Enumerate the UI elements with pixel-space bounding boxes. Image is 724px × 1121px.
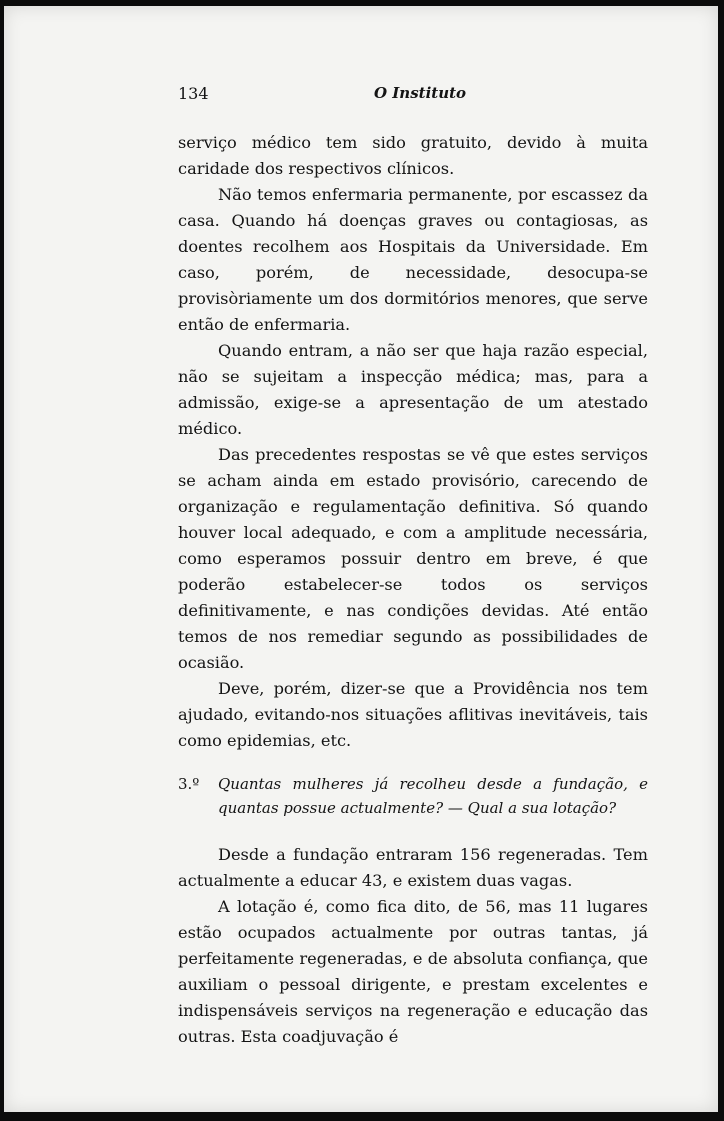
body-text [178,130,648,1050]
paragraph: A lotação é, como fica dito, de 56, mas 11 lugares estão ocupados actualmente por outras tantas, já perfeitamente regeneradas, e de absoluta confiança, que auxiliam o pessoal dirigente, e prestam excelentes e indispensáveis serviços na regeneração e educação das outras. Esta coadjuvação é [178,897,648,1046]
paragraph: Não temos enfermaria permanente, por escassez da casa. Quando há doenças graves ou contagiosas, as doentes recolhem aos Hospitais da Universidade. Em caso, porém, de necessidade, desocupa-se provisòriamente um dos dormitórios menores, que serve então de enfermaria. [178,185,648,334]
page-header [178,84,648,110]
question [178,772,648,820]
running-title: O Instituto [374,84,467,102]
book-page [4,6,718,1112]
paragraph: serviço médico tem sido gratuito, devido à muita caridade dos respectivos clínicos. [178,133,648,178]
paragraph: Das precedentes respostas se vê que estes serviços se acham ainda em estado provisório, carecendo de organização e regulamentação definitiva. Só quando houver local adequado, e com a amplitude necessária, como esperamos possuir dentro em breve, é que poderão estabelecer-se todos os serviços definitivamente, e nas condições devidas. Até então temos de nos remediar segundo as possibilidades de ocasião. [178,445,648,672]
paragraph: Desde a fundação entraram 156 regeneradas. Tem actualmente a educar 43, e existem duas vagas. [178,845,648,890]
page-number: 134 [178,84,209,103]
paragraph: Quando entram, a não ser que haja razão especial, não se sujeitam a inspecção médica; mas, para a admissão, exige-se a apresentação de um atestado médico. [178,341,648,438]
question-number: 3.º [178,775,200,793]
text-block [178,84,648,1050]
paragraph: Deve, porém, dizer-se que a Providência nos tem ajudado, evitando-nos situações aflitivas inevitáveis, tais como epidemias, etc. [178,679,648,750]
question-text: Quantas mulheres já recolheu desde a fundação, e quantas possue actualmente? — Qual a sua lotação? [218,775,648,817]
